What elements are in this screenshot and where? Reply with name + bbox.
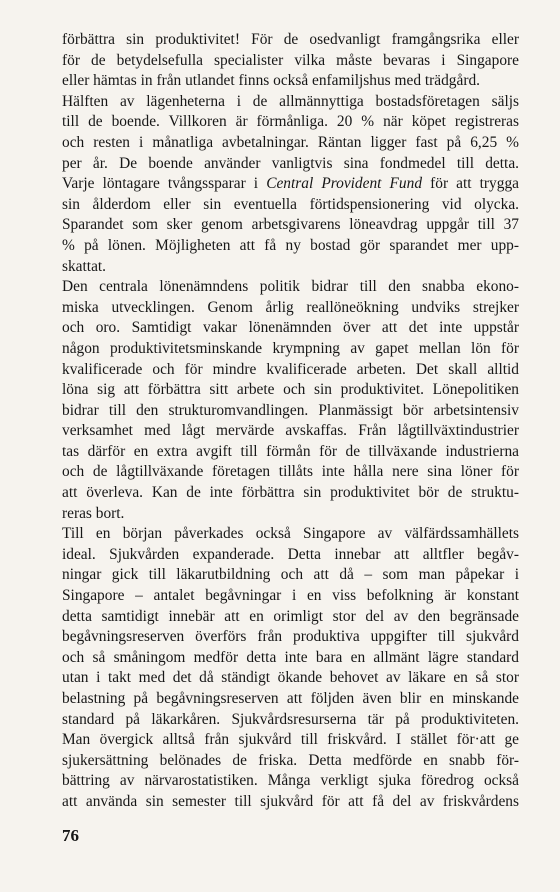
text-line: Till en början påverkades också Singapore av välfärdssamhällets [62,525,519,543]
text-line: standard på läkarkåren. Sjukvårdsresurserna tär på produktiviteten. [62,710,519,728]
text-line: bidrar till den strukturomvandlingen. Planmässigt bör arbetsintensiv [62,401,519,419]
text-line: verksamhet med lågt mervärde avskaffas. Från lågtillväxtindustrier [62,422,519,440]
text-line: sin ålderdom eller sin eventuella förtidspensionering vid olycka. [62,195,519,213]
text-line: Hälften av lägenheterna i de allmännyttiga bostadsföretagen säljs [62,92,519,110]
text-line: till de boende. Villkoren är förmånliga. 20 % när köpet registreras [62,113,519,131]
text-line: utan i takt med det då ständigt ökande behovet av läkare en så stor [62,669,519,687]
text-line: förbättra sin produktivitet! För de osedvanligt framgångsrika eller [62,31,519,48]
text-line: belastning på begåvningsreserven att följden även blir en minskande [62,690,519,707]
text-line: löna sig att förbättra sitt arbete och sin produktivitet. Lönepolitiken [62,381,519,399]
text-line: reras bort. [62,504,125,522]
text-line: och de lågtillväxande företagen tillåts inte hålla nere sina löner för [62,463,519,481]
text-line: eller hämtas in från utlandet finns också enfamiljshus med trädgård. [62,72,480,90]
text-line: och så småningom medför detta inte bara en allmänt lägre standard [62,648,519,666]
text-line: begåvningsreserven överförs från produktiva uppgifter till sjukvård [62,628,519,646]
text-line: per år. De boende använder vanligtvis sina fondmedel till detta. [62,154,519,172]
text-line: bättring av närvarostatistiken. Många verkligt sjuka föredrog också [62,772,519,790]
page-number: 76 [62,826,79,845]
text-line: Singapore – antalet begåvningar i en viss befolkning är konstant [62,587,519,605]
text-line: Varje löntagare tvångssparar i Central Provident Fund för att trygga [62,175,519,193]
text-line: miska utvecklingen. Genom årlig reallöneökning undviks strejker [62,298,519,316]
text-line: för de betydelsefulla specialister vilka måste bevaras i Singapore [62,51,519,69]
text-line: någon produktivitetsminskande krympning av gapet mellan lön för [62,339,519,357]
text-line: Sparandet som sker genom arbetsgivarens löneavdrag uppgår till 37 [62,216,519,234]
text-line: och oro. Samtidigt vakar lönenämnden över att det inte uppstår [62,319,519,337]
text-line: tas därför en extra avgift till förmån för de tillväxande industrierna [62,442,519,460]
text-line: ningar gick till läkarutbildning och att då – som man påpekar i [62,566,519,584]
text-line: detta samtidigt innebär att en orimligt stor del av den begränsade [62,607,519,625]
text-line: skattat. [62,257,107,275]
text-line: att använda sin semester till sjukvård för att få del av friskvårdens [62,792,519,810]
text-line: ideal. Sjukvården expanderade. Detta innebar att alltfler begåv- [62,545,519,563]
text-line: % på lönen. Möjligheten att få ny bostad gör sparandet mer upp- [62,236,519,254]
text-line: att överleva. Kan de inte förbättra sin produktivitet bör de struktu- [62,484,519,502]
text-line: Den centrala lönenämndens politik bidrar till den snabba ekono- [62,278,519,296]
text-line: och resten i månatliga avbetalningar. Räntan ligger fast på 6,25 % [62,133,519,151]
text-line: sjukersättning belönades de friska. Detta medförde en snabb för- [62,751,519,769]
page-body-text [62,30,519,813]
text-line: kvalificerade och för mindre kvalificerade arbeten. Det skall alltid [62,360,519,378]
text-line: Man övergick alltså från sjukvård till friskvård. I stället för·att ge [62,731,519,749]
italic-term: Central Provident Fund [266,175,423,193]
